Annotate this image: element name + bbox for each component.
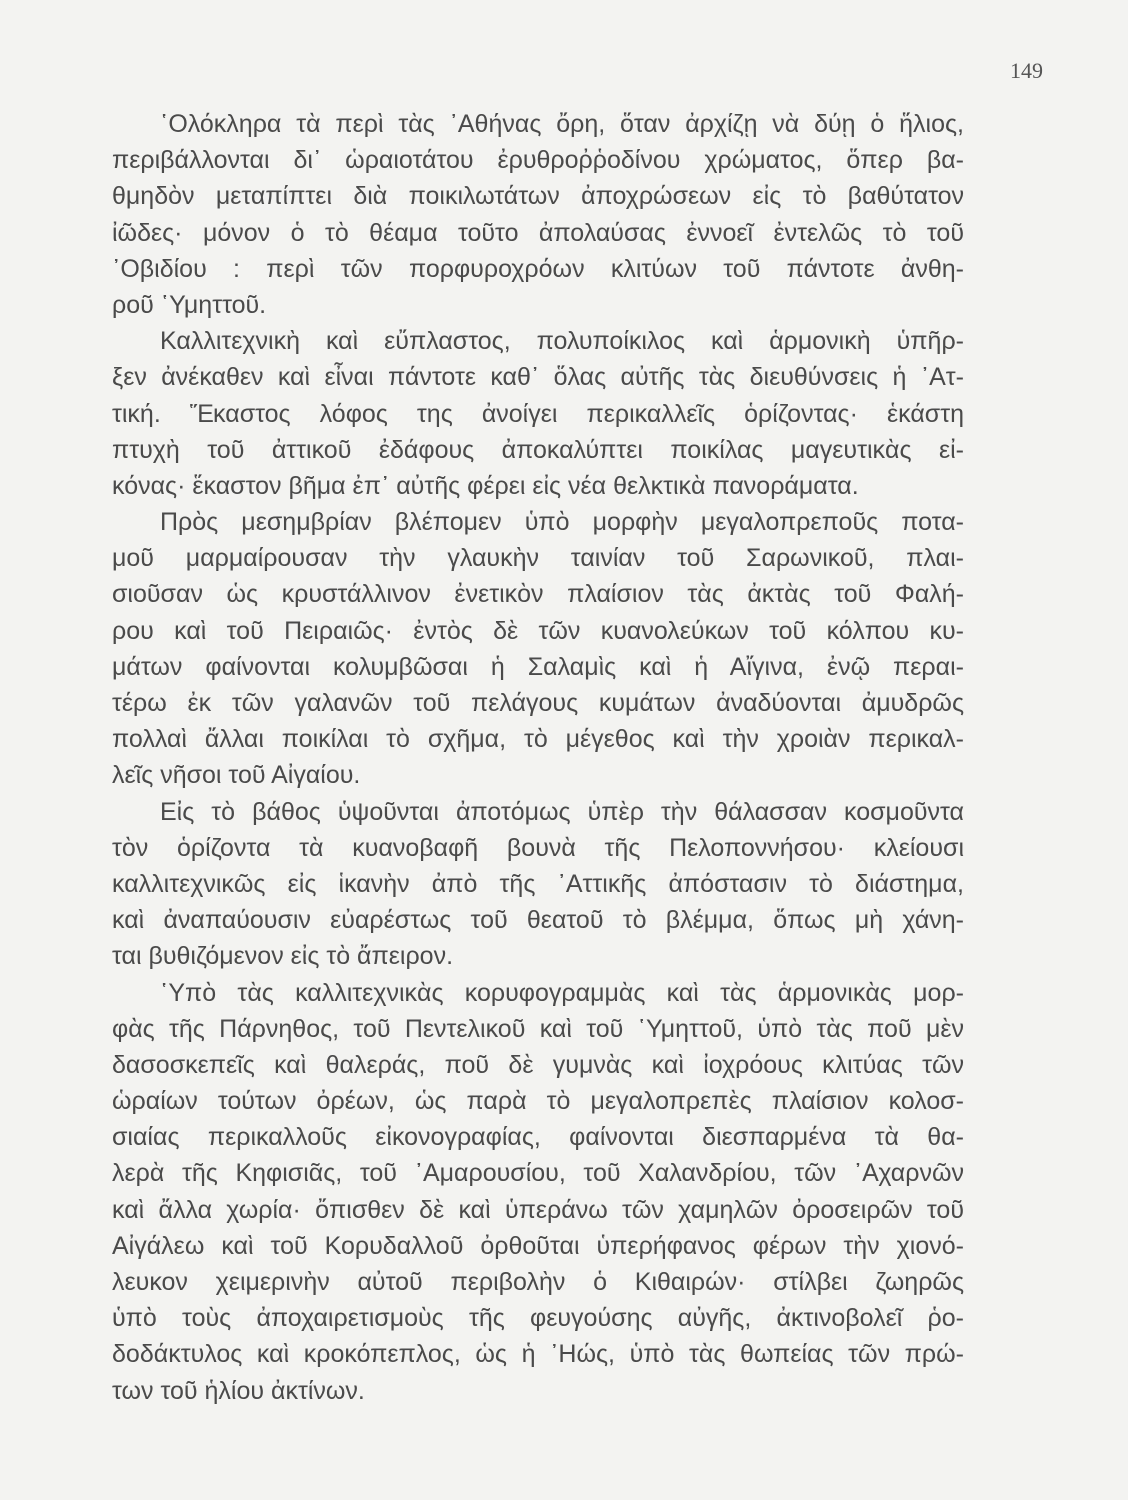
body-text [112,106,964,1409]
text-line: Πρὸς μεσημβρίαν βλέπομεν ὑπὸ μορφὴν μεγαλοπρεποῦς ποτα- [160,508,964,537]
text-line: ἰῶδες· μόνον ὁ τὸ θέαμα τοῦτο ἀπολαύσας ἐννοεῖ ἐντελῶς τὸ τοῦ [112,218,964,247]
text-line: πολλαὶ ἄλλαι ποικίλαι τὸ σχῆμα, τὸ μέγεθος καὶ τὴν χροιὰν περικαλ- [112,725,964,754]
text-line: λερὰ τῆς Κηφισιᾶς, τοῦ ᾿Αμαρουσίου, τοῦ Χαλανδρίου, τῶν ᾿Αχαρνῶν [112,1159,964,1188]
text-line: καλλιτεχνικῶς εἰς ἱκανὴν ἀπὸ τῆς ᾿Αττικῆς ἀπόστασιν τὸ διάστημα, [112,869,964,898]
text-line: Καλλιτεχνικὴ καὶ εὔπλαστος, πολυποίκιλος καὶ ἁρμονικὴ ὑπῆρ- [160,327,964,356]
text-line: ρου καὶ τοῦ Πειραιῶς· ἐντὸς δὲ τῶν κυανολεύκων τοῦ κόλπου κυ- [112,616,964,645]
text-line: δοδάκτυλος καὶ κροκόπεπλος, ὡς ἡ ᾿Ηώς, ὑπὸ τὰς θωπείας τῶν πρώ- [112,1340,964,1369]
text-line: τική. Ἕκαστος λόφος της ἀνοίγει περικαλλεῖς ὁρίζοντας· ἑκάστη [112,399,964,428]
text-line: ὑπὸ τοὺς ἀποχαιρετισμοὺς τῆς φευγούσης αὐγῆς, ἀκτινοβολεῖ ῥο- [112,1304,964,1333]
paragraph [112,975,964,1409]
text-line: ῾Ολόκληρα τὰ περὶ τὰς ᾿Αθήνας ὄρη, ὅταν ἀρχίζῃ νὰ δύῃ ὁ ἥλιος, [160,110,964,138]
text-line: λεῖς νῆσοι τοῦ Αἰγαίου. [112,761,361,790]
text-line: πτυχὴ τοῦ ἀττικοῦ ἐδάφους ἀποκαλύπτει ποικίλας μαγευτικὰς εἰ- [112,435,964,464]
paragraph [112,323,964,504]
text-line: μοῦ μαρμαίρουσαν τὴν γλαυκὴν ταινίαν τοῦ Σαρωνικοῦ, πλαι- [112,544,964,573]
text-line: ᾿Οβιδίου : περὶ τῶν πορφυροχρόων κλιτύων τοῦ πάντοτε ἀνθη- [112,254,964,283]
text-line: ὡραίων τούτων ὀρέων, ὡς παρὰ τὸ μεγαλοπρεπὲς πλαίσιον κολοσ- [112,1087,964,1116]
paragraph [112,504,964,794]
text-line: Εἰς τὸ βάθος ὑψοῦνται ἀποτόμως ὑπὲρ τὴν θάλασσαν κοσμοῦντα [160,797,964,826]
text-line: ῾Υπὸ τὰς καλλιτεχνικὰς κορυφογραμμὰς καὶ τὰς ἁρμονικὰς μορ- [160,978,964,1007]
text-line: των τοῦ ἡλίου ἀκτίνων. [112,1376,365,1405]
text-line: κόνας· ἕκαστον βῆμα ἐπ᾿ αὐτῆς φέρει εἰς νέα θελκτικὰ πανοράματα. [112,471,859,500]
text-line: δασοσκεπεῖς καὶ θαλεράς, ποῦ δὲ γυμνὰς καὶ ἰοχρόους κλιτύας τῶν [112,1050,964,1079]
text-line: σιαίας περικαλλοῦς εἰκονογραφίας, φαίνονται διεσπαρμένα τὰ θα- [112,1123,964,1152]
text-line: φὰς τῆς Πάρνηθος, τοῦ Πεντελικοῦ καὶ τοῦ ῾Υμηττοῦ, ὑπὸ τὰς ποῦ μὲν [112,1014,964,1043]
page-number: 149 [1010,58,1043,83]
text-line: μάτων φαίνονται κολυμβῶσαι ἡ Σαλαμὶς καὶ ἡ Αἴγινα, ἐνῷ περαι- [112,652,964,681]
text-line: περιβάλλονται δι᾿ ὡραιοτάτου ἐρυθροῤῥοδίνου χρώματος, ὅπερ βα- [112,146,964,175]
text-line: τέρω ἐκ τῶν γαλανῶν τοῦ πελάγους κυμάτων ἀναδύονται ἀμυδρῶς [112,689,964,717]
text-line: καὶ ἄλλα χωρία· ὄπισθεν δὲ καὶ ὑπεράνω τῶν χαμηλῶν ὀροσειρῶν τοῦ [112,1195,964,1224]
paragraph [112,106,964,323]
text-line: ται βυθιζόμενον εἰς τὸ ἄπειρον. [112,942,454,971]
text-line: τὸν ὁρίζοντα τὰ κυανοβαφῆ βουνὰ τῆς Πελοποννήσου· κλείουσι [112,833,964,862]
text-line: θμηδὸν μεταπίπτει διὰ ποικιλωτάτων ἀποχρώσεων εἰς τὸ βαθύτατον [112,182,964,211]
text-line: ξεν ἀνέκαθεν καὶ εἶναι πάντοτε καθ᾿ ὅλας αὐτῆς τὰς διευθύνσεις ἡ ᾿Ατ- [112,363,964,392]
paragraph [112,794,964,975]
text-line: λευκον χειμερινὴν αὐτοῦ περιβολὴν ὁ Κιθαιρών· στίλβει ζωηρῶς [112,1268,964,1296]
text-line: ροῦ ῾Υμηττοῦ. [112,290,267,319]
text-line: καὶ ἀναπαύουσιν εὐαρέστως τοῦ θεατοῦ τὸ βλέμμα, ὅπως μὴ χάνη- [112,906,964,935]
text-line: σιοῦσαν ὡς κρυστάλλινον ἐνετικὸν πλαίσιον τὰς ἀκτὰς τοῦ Φαλή- [112,580,964,609]
text-line: Αἰγάλεω καὶ τοῦ Κορυδαλλοῦ ὀρθοῦται ὑπερήφανος φέρων τὴν χιονό- [112,1231,964,1260]
